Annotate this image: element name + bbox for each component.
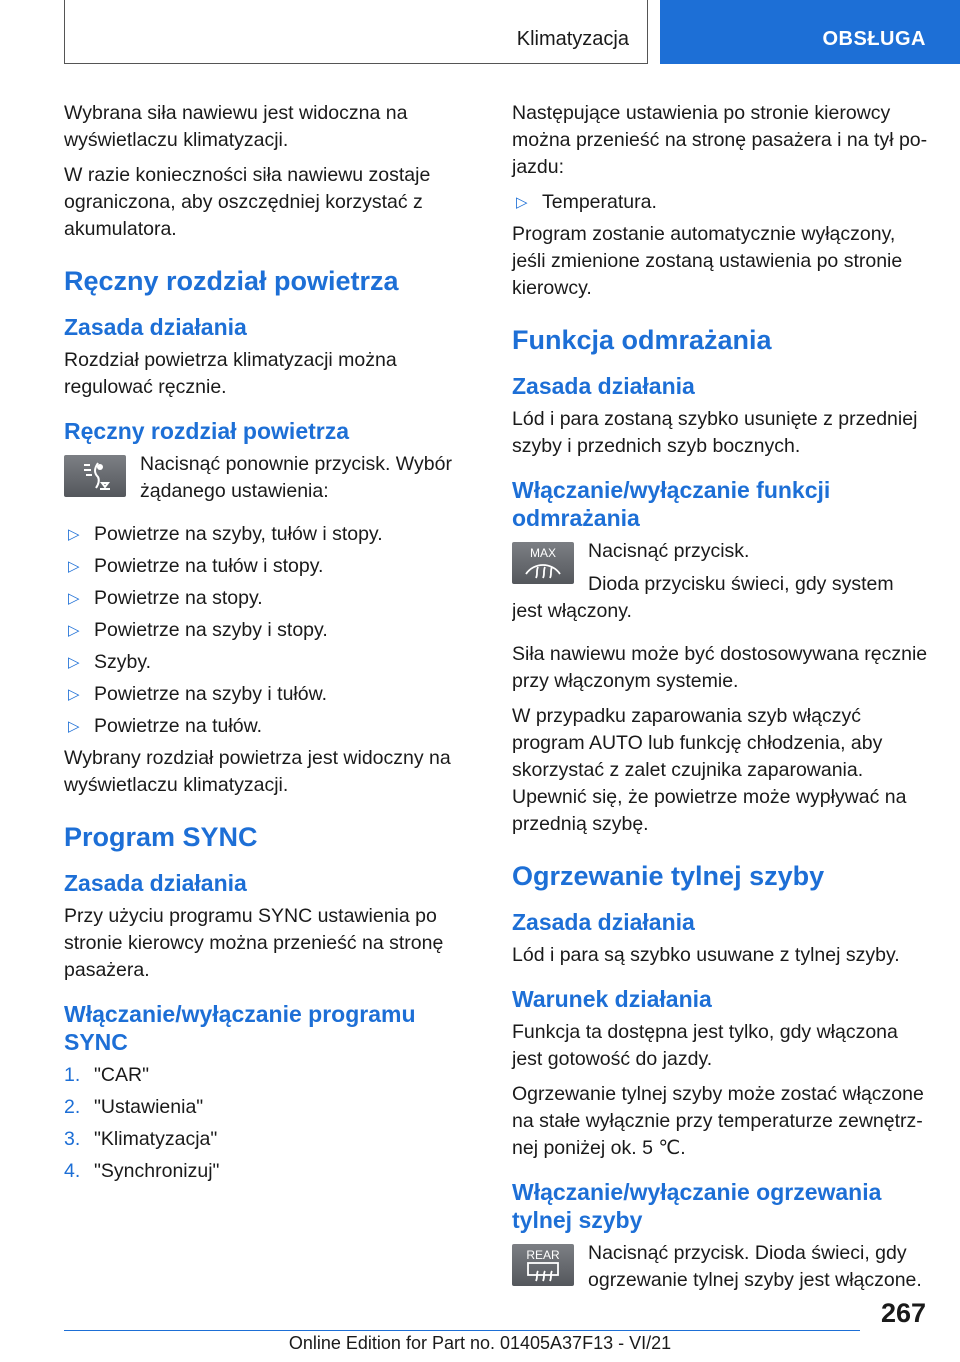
list-item: 3. "Klimatyzacja" <box>64 1128 218 1150</box>
list-item: ▷ Powietrze na stopy. <box>64 585 476 612</box>
air-distribution-list <box>64 521 476 740</box>
subheading-principle: Zasada działania <box>64 870 247 896</box>
button-instruction <box>512 538 928 631</box>
page-number: 267 <box>880 1298 926 1328</box>
paragraph: Lód i para są szybko usuwane z tylnej szyby. <box>512 944 900 966</box>
heading-rear-window-heating: Ogrzewanie tylnej szyby <box>512 861 825 891</box>
chapter-tab-label: OBSŁUGA <box>822 28 926 50</box>
svg-text:REAR: REAR <box>526 1248 560 1262</box>
rear-defrost-button-icon <box>512 1244 574 1286</box>
subheading-condition: Warunek działania <box>512 986 712 1012</box>
list-item: ▷ Powietrze na tułów i stopy. <box>64 553 476 580</box>
list-item: ▷ Szyby. <box>64 649 476 676</box>
sync-settings-list <box>512 189 928 216</box>
paragraph: Ogrzewanie tylnej szyby może zostać włączone na stałe wyłącznie przy temperaturze zewnętrznej poniżej ok. 5 ℃. <box>512 1083 924 1159</box>
triangle-bullet-icon: ▷ <box>68 686 80 703</box>
paragraph: Nacisnąć przycisk. <box>588 540 750 562</box>
triangle-bullet-icon: ▷ <box>68 590 80 607</box>
paragraph: Następujące ustawienia po stronie kierowcy można przenieść na stronę pasażera i na tył pojazdu: <box>512 102 928 178</box>
subheading-sync-toggle: Włączanie/wyłączanie programu SYNC <box>64 1001 416 1055</box>
footer-divider <box>64 1330 860 1331</box>
list-item: 1. "CAR" <box>64 1064 150 1086</box>
subheading-principle: Zasada działania <box>64 314 247 340</box>
left-column <box>64 100 476 1190</box>
heading-sync-program: Program SYNC <box>64 822 258 852</box>
paragraph: W razie konieczności siła nawiewu zostaje ograniczona, aby oszczędniej korzystać z akumulatora. <box>64 164 431 240</box>
paragraph: Wybrana siła nawiewu jest widoczna na wyświetlaczu klimatyzacji. <box>64 102 408 151</box>
section-title: Klimatyzacja <box>516 28 629 50</box>
paragraph: Nacisnąć przycisk. Dioda świeci, gdy ogrzewanie tylnej szyby jest włączone. <box>588 1242 922 1291</box>
paragraph: Siła nawiewu może być dostosowywana ręcznie przy włączonym systemie. <box>512 643 928 692</box>
sync-steps-list <box>64 1062 476 1185</box>
paragraph: Program zostanie automatycznie wyłączony, jeśli zmienione zostaną ustawienia po stronie kierowcy. <box>512 223 903 299</box>
chapter-tab <box>660 0 960 64</box>
paragraph: Wybrany rozdział powietrza jest widoczny na wyświetlaczu klimatyzacji. <box>64 747 451 796</box>
list-item: 4. "Synchronizuj" <box>64 1160 220 1182</box>
list-item: ▷ Powietrze na szyby, tułów i stopy. <box>64 521 476 548</box>
list-item: 2. "Ustawienia" <box>64 1096 204 1118</box>
right-column <box>512 100 928 1310</box>
triangle-bullet-icon: ▷ <box>68 622 80 639</box>
triangle-bullet-icon: ▷ <box>68 654 80 671</box>
button-instruction <box>64 451 476 511</box>
list-item: ▷ Powietrze na tułów. <box>64 713 476 740</box>
paragraph: Rozdział powietrza klimatyzacji można regulować ręcznie. <box>64 349 397 398</box>
paragraph: Lód i para zostaną szybko usunięte z przedniej szyby i przednich szyb bocznych. <box>512 408 918 457</box>
triangle-bullet-icon: ▷ <box>68 558 80 575</box>
paragraph: Nacisnąć ponownie przycisk. Wybór żądanego ustawienia: <box>140 453 452 502</box>
list-item: ▷ Powietrze na szyby i tułów. <box>64 681 476 708</box>
paragraph: Przy użyciu programu SYNC ustawienia po stronie kierowcy można przenieść na stronę pasażera. <box>64 905 444 981</box>
max-defrost-button-icon <box>512 542 574 584</box>
heading-defrost: Funkcja odmrażania <box>512 325 772 355</box>
heading-manual-distribution: Ręczny rozdział powietrza <box>64 266 399 296</box>
subheading-manual-distribution: Ręczny rozdział powietrza <box>64 418 350 444</box>
paragraph: Funkcja ta dostępna jest tylko, gdy włączona jest gotowość do jazdy. <box>512 1021 898 1070</box>
button-instruction <box>512 1240 928 1300</box>
paragraph: W przypadku zaparowania szyb włączyć program AUTO lub funkcję chłodzenia, aby skorzystać z zalet czujnika zaparowania. Upewnić się, że powietrze może wypływać na przednią szybę. <box>512 705 907 835</box>
header-box <box>64 0 648 64</box>
paragraph: Dioda przycisku świeci, gdy system jest włączony. <box>512 573 894 622</box>
edition-footer: Online Edition for Part no. 01405A37F13 - VI/21 <box>288 1333 672 1353</box>
triangle-bullet-icon: ▷ <box>68 526 80 543</box>
air-distribution-button-icon <box>64 455 126 497</box>
subheading-principle: Zasada działania <box>512 373 695 399</box>
svg-text:MAX: MAX <box>529 546 557 560</box>
list-item: ▷ Powietrze na szyby i stopy. <box>64 617 476 644</box>
triangle-bullet-icon: ▷ <box>516 194 528 211</box>
subheading-principle: Zasada działania <box>512 909 695 935</box>
subheading-defrost-toggle: Włączanie/wyłączanie funkcji odmrażania <box>512 477 831 531</box>
triangle-bullet-icon: ▷ <box>68 718 80 735</box>
list-item: ▷ Temperatura. <box>512 189 928 216</box>
subheading-rear-heating-toggle: Włączanie/wyłączanie ogrzewania tylnej szyby <box>512 1179 882 1233</box>
